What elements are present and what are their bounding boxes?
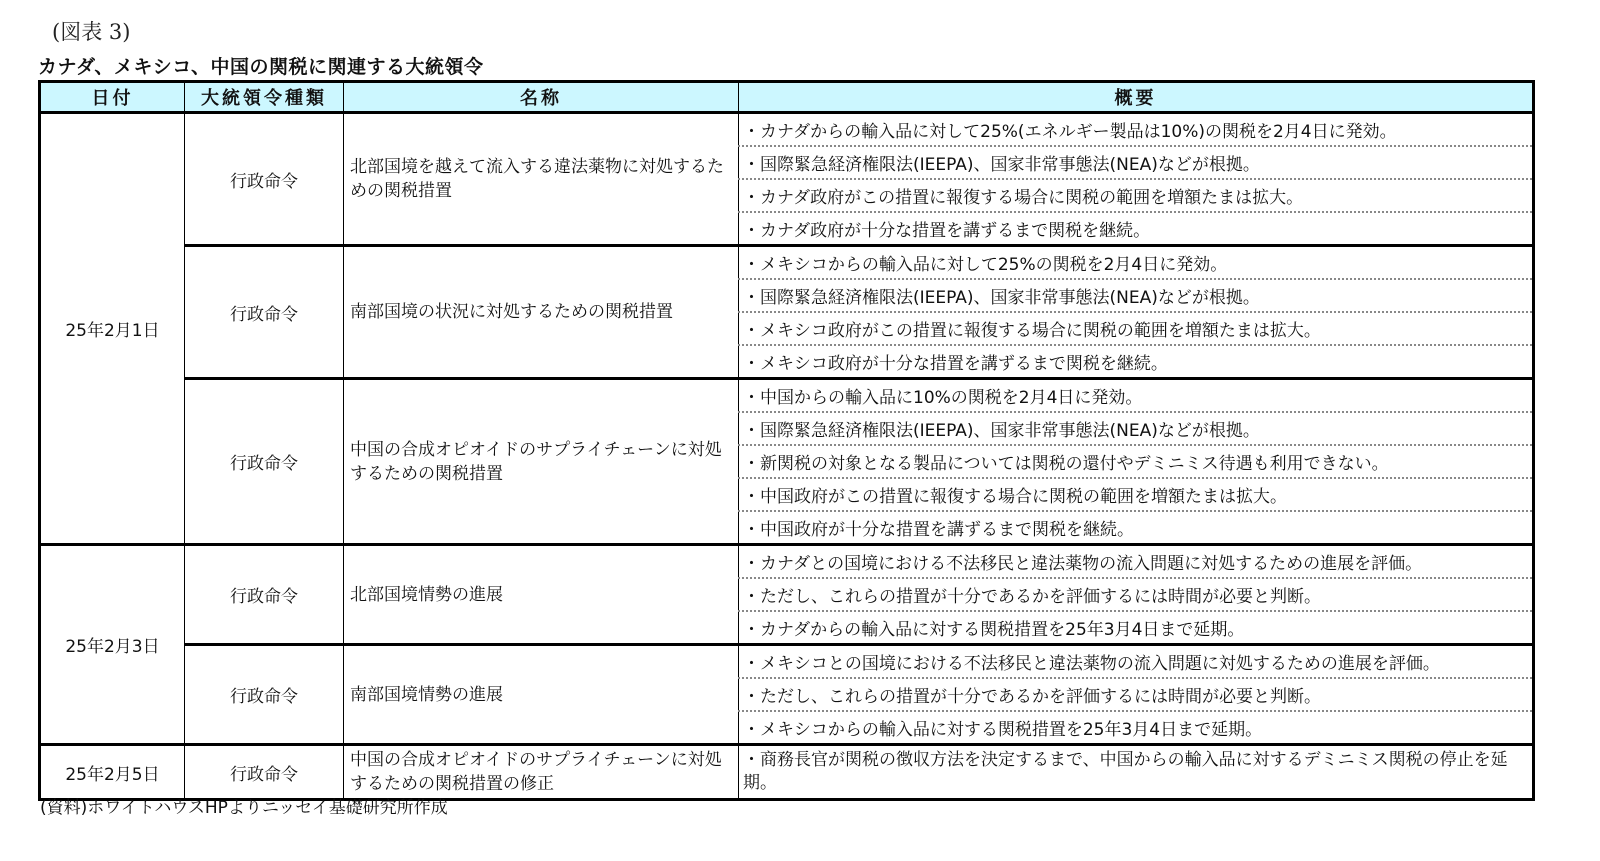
summary-item: ・中国からの輸入品に10%の関税を2月4日に発効。: [739, 379, 1534, 413]
summary-item: ・ただし、これらの措置が十分であるかを評価するには時間が必要と判断。: [739, 578, 1534, 611]
table-row: [40, 113, 1534, 147]
summary-item: ・国際緊急経済権限法(IEEPA)、国家非常事態法(NEA)などが根拠。: [739, 146, 1534, 179]
table-row: [40, 545, 1534, 579]
date-cell: 25年2月1日: [40, 113, 185, 545]
order-name-cell: 南部国境情勢の進展: [344, 645, 739, 745]
figure-label: (図表 3): [52, 20, 131, 44]
table-row: [40, 745, 1534, 800]
order-name-cell: 中国の合成オピオイドのサプライチェーンに対処するための関税措置の修正: [344, 745, 739, 800]
order-type-cell: 行政命令: [185, 745, 344, 800]
order-name-cell: 南部国境の状況に対処するための関税措置: [344, 246, 739, 379]
summary-item: ・中国政府がこの措置に報復する場合に関税の範囲を増額たまは拡大。: [739, 478, 1534, 511]
order-type-cell: 行政命令: [185, 246, 344, 379]
summary-item: ・中国政府が十分な措置を講ずるまで関税を継続。: [739, 511, 1534, 545]
summary-item: ・新関税の対象となる製品については関税の還付やデミニミス待遇も利用できない。: [739, 445, 1534, 478]
summary-item: ・メキシコからの輸入品に対する関税措置を25年3月4日まで延期。: [739, 711, 1534, 745]
header-row: [40, 82, 1534, 113]
summary-item: ・カナダ政府がこの措置に報復する場合に関税の範囲を増額たまは拡大。: [739, 179, 1534, 212]
executive-orders-table: [38, 80, 1535, 801]
summary-item: ・国際緊急経済権限法(IEEPA)、国家非常事態法(NEA)などが根拠。: [739, 279, 1534, 312]
summary-item: ・メキシコ政府が十分な措置を講ずるまで関税を継続。: [739, 345, 1534, 379]
order-type-cell: 行政命令: [185, 545, 344, 645]
header-order-type: 大統領令種類: [185, 82, 344, 113]
source-note: (資料)ホワイトハウスHPよりニッセイ基礎研究所作成: [40, 798, 448, 818]
summary-item: ・ただし、これらの措置が十分であるかを評価するには時間が必要と判断。: [739, 678, 1534, 711]
table-title: カナダ、メキシコ、中国の関税に関連する大統領令: [38, 56, 484, 78]
header-date: 日付: [40, 82, 185, 113]
summary-item: ・メキシコ政府がこの措置に報復する場合に関税の範囲を増額たまは拡大。: [739, 312, 1534, 345]
date-cell: 25年2月5日: [40, 745, 185, 800]
table-row: [40, 645, 1534, 679]
order-name-cell: 中国の合成オピオイドのサプライチェーンに対処するための関税措置: [344, 379, 739, 545]
header-name: 名称: [344, 82, 739, 113]
header-summary: 概要: [739, 82, 1534, 113]
summary-item: ・商務長官が関税の徴収方法を決定するまで、中国からの輸入品に対するデミニミス関税の停止を延期。: [739, 745, 1534, 800]
summary-item: ・カナダ政府が十分な措置を講ずるまで関税を継続。: [739, 212, 1534, 246]
summary-item: ・カナダからの輸入品に対する関税措置を25年3月4日まで延期。: [739, 611, 1534, 645]
order-type-cell: 行政命令: [185, 379, 344, 545]
order-type-cell: 行政命令: [185, 113, 344, 246]
table-row: [40, 246, 1534, 280]
date-cell: 25年2月3日: [40, 545, 185, 745]
summary-item: ・国際緊急経済権限法(IEEPA)、国家非常事態法(NEA)などが根拠。: [739, 412, 1534, 445]
table-row: [40, 379, 1534, 413]
summary-item: ・メキシコとの国境における不法移民と違法薬物の流入問題に対処するための進展を評価。: [739, 645, 1534, 679]
order-name-cell: 北部国境情勢の進展: [344, 545, 739, 645]
summary-item: ・カナダからの輸入品に対して25%(エネルギー製品は10%)の関税を2月4日に発効。: [739, 113, 1534, 147]
order-type-cell: 行政命令: [185, 645, 344, 745]
summary-item: ・カナダとの国境における不法移民と違法薬物の流入問題に対処するための進展を評価。: [739, 545, 1534, 579]
order-name-cell: 北部国境を越えて流入する違法薬物に対処するための関税措置: [344, 113, 739, 246]
summary-item: ・メキシコからの輸入品に対して25%の関税を2月4日に発効。: [739, 246, 1534, 280]
